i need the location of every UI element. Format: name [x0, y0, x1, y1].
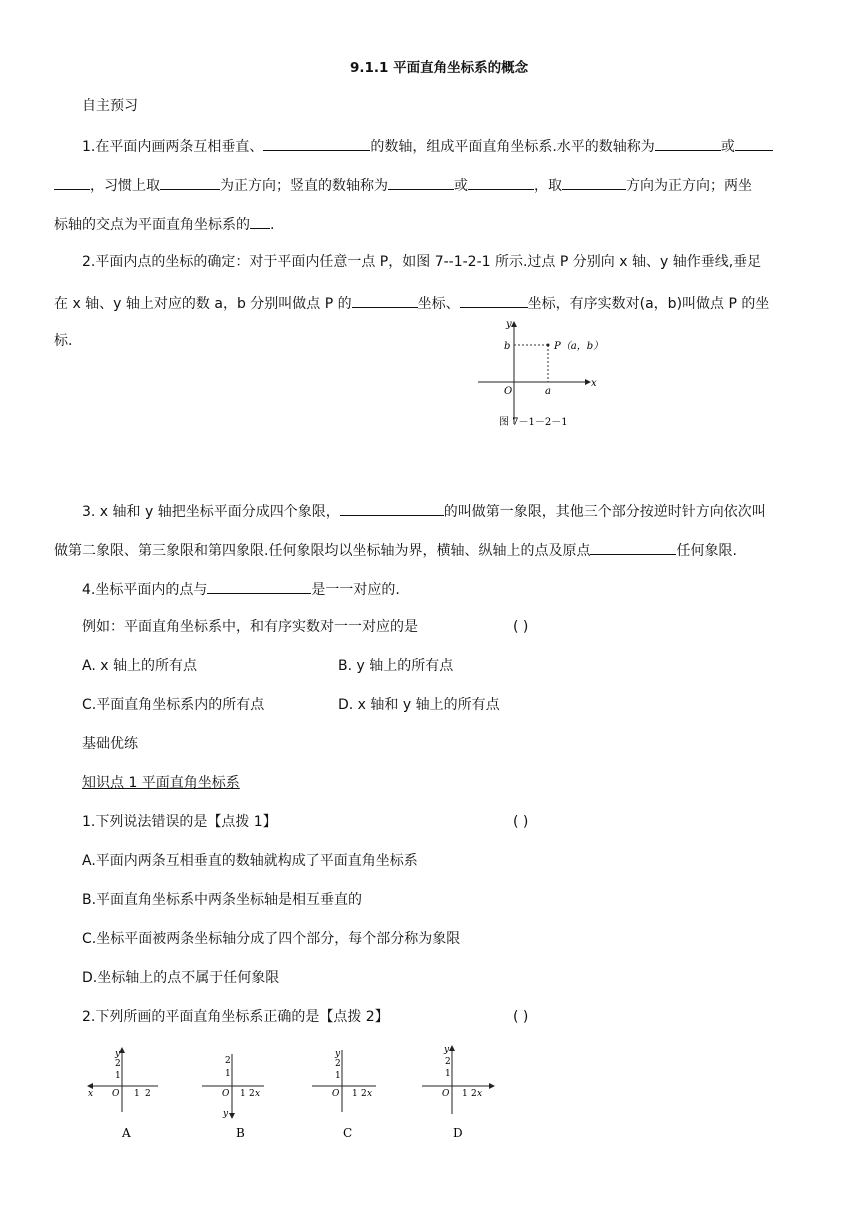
fig-b-letter: B	[236, 1126, 245, 1140]
q4-option-b[interactable]: B. y 轴上的所有点	[338, 658, 454, 674]
q2-blank-1[interactable]	[352, 292, 418, 308]
q1-text-3a: 标轴的交点为平面直角坐标系的	[54, 217, 250, 233]
fig-a-tick-x2: 2	[145, 1089, 151, 1099]
q1-text-1b: 的数轴，组成平面直角坐标系.水平的数轴称为	[370, 139, 655, 155]
q4-answer-paren[interactable]: ( )	[513, 619, 529, 635]
fig-c-tick-x2: 2	[361, 1089, 367, 1099]
q1-blank-5[interactable]	[160, 174, 220, 190]
fig-b-tick-x2: 2	[249, 1089, 255, 1099]
e2-stem: 2.下列所画的平面直角坐标系正确的是【点拨 2】	[82, 1009, 389, 1025]
fig-c-tick-x1: 1	[352, 1089, 358, 1099]
fig-a-x-label: x	[88, 1089, 94, 1099]
fig-c-origin: O	[332, 1089, 340, 1099]
q4-option-a[interactable]: A. x 轴上的所有点	[82, 658, 197, 674]
fig-c-x-label: x	[367, 1089, 373, 1099]
e1-option-c[interactable]: C.坐标平面被两条坐标轴分成了四个部分，每个部分称为象限	[82, 931, 461, 947]
e1-answer-paren[interactable]: ( )	[513, 814, 529, 830]
q1-line1	[82, 135, 773, 157]
fig-d-tick-x2: 2	[471, 1089, 477, 1099]
fig-a-tick-y2: 2	[115, 1059, 121, 1069]
e2-figures	[82, 1040, 502, 1152]
fig-d-x-label: x	[477, 1089, 483, 1099]
q1-blank-4[interactable]	[54, 174, 90, 190]
fig-c-tick-y1: 1	[335, 1071, 341, 1081]
fig-b-x-label: x	[255, 1089, 261, 1099]
q3-line1	[82, 500, 766, 522]
q4-option-d[interactable]: D. x 轴和 y 轴上的所有点	[338, 697, 500, 713]
q1-text-2a: ，习惯上取	[90, 178, 160, 194]
fig-c-letter: C	[343, 1126, 353, 1140]
q3-text-2a: 做第二象限、第三象限和第四象限.任何象限均以坐标轴为界，横轴、纵轴上的点及原点	[54, 543, 591, 559]
q2-text-2a: 在 x 轴、y 轴上对应的数 a，b 分别叫做点 P 的	[54, 296, 352, 312]
fig-c-tick-y2: 2	[335, 1059, 341, 1069]
q2-line3: 标.	[54, 333, 73, 349]
q3-text-1b: 的叫做第一象限，其他三个部分按逆时针方向依次叫	[443, 504, 766, 520]
fig-b-y-label: y	[223, 1109, 229, 1119]
q3-blank-1[interactable]	[340, 500, 444, 516]
q1-blank-2[interactable]	[655, 135, 721, 151]
q3-text-2b: 任何象限.	[676, 543, 737, 559]
coordinate-figure	[472, 314, 632, 432]
e1-option-a[interactable]: A.平面内两条互相垂直的数轴就构成了平面直角坐标系	[82, 853, 418, 869]
q1-blank-6[interactable]	[388, 174, 454, 190]
fig-a-label: a	[545, 386, 551, 397]
section-preview-heading: 自主预习	[82, 98, 138, 114]
q1-line2	[54, 174, 752, 196]
fig-b-tick-y1: 1	[225, 1069, 231, 1079]
fig-a-letter: A	[122, 1126, 131, 1140]
e1-option-d[interactable]: D.坐标轴上的点不属于任何象限	[82, 970, 280, 986]
fig-a-tick-x1: 1	[134, 1089, 140, 1099]
fig-a-origin: O	[112, 1089, 120, 1099]
fig-y-label: y	[506, 319, 512, 330]
fig-d-tick-y2: 2	[445, 1057, 451, 1067]
e2-figure-c[interactable]	[312, 1049, 376, 1140]
e2-answer-paren[interactable]: ( )	[513, 1009, 529, 1025]
e2-figure-b[interactable]	[202, 1054, 264, 1140]
fig-d-origin: O	[442, 1089, 450, 1099]
fig-d-letter: D	[453, 1126, 463, 1140]
fig-b-label: b	[504, 341, 511, 352]
q3-blank-2[interactable]	[590, 539, 676, 555]
fig-b-tick-x1: 1	[240, 1089, 246, 1099]
q1-text-3b: .	[270, 217, 275, 233]
q1-text-2e: 方向为正方向；两坐	[626, 178, 752, 194]
q2-text-2c: 坐标，有序实数对(a，b)叫做点 P 的坐	[527, 296, 770, 312]
q4-text-1b: 是一一对应的.	[311, 582, 400, 598]
q4-example: 例如：平面直角坐标系中，和有序实数对一一对应的是	[82, 619, 418, 635]
section-basic-heading: 基础优练	[82, 736, 138, 752]
page-title: 9.1.1 平面直角坐标系的概念	[350, 60, 529, 76]
e2-figure-d[interactable]	[422, 1045, 494, 1140]
q1-blank-9[interactable]	[250, 213, 270, 229]
fig-a-tick-y1: 1	[115, 1071, 121, 1081]
q1-text-1a: 1.在平面内画两条互相垂直、	[82, 139, 264, 155]
fig-origin-label: O	[504, 386, 513, 397]
q1-blank-3[interactable]	[735, 135, 773, 151]
fig-d-tick-y1: 1	[445, 1069, 451, 1079]
q1-text-2d: ，取	[534, 178, 562, 194]
q4-blank-1[interactable]	[207, 578, 311, 594]
q2-line1: 2.平面内点的坐标的确定：对于平面内任意一点 P，如图 7--1-2-1 所示.过点 P 分别向 x 轴、y 轴作垂线,垂足	[82, 254, 762, 270]
fig-caption: 图 7－1－2－1	[499, 417, 568, 428]
q1-blank-7[interactable]	[468, 174, 534, 190]
fig-p-label: P（a，b）	[554, 341, 604, 352]
q2-text-2b: 坐标、	[417, 296, 460, 312]
e1-stem: 1.下列说法错误的是【点拨 1】	[82, 814, 277, 830]
q3-text-1a: 3. x 轴和 y 轴把坐标平面分成四个象限，	[82, 504, 340, 520]
fig-b-origin: O	[222, 1089, 230, 1099]
q3-line2	[54, 539, 737, 561]
q4-option-c[interactable]: C.平面直角坐标系内的所有点	[82, 697, 265, 713]
q1-text-2b: 为正方向；竖直的数轴称为	[220, 178, 388, 194]
e1-option-b[interactable]: B.平面直角坐标系中两条坐标轴是相互垂直的	[82, 892, 363, 908]
fig-a-y-label: y	[115, 1049, 121, 1059]
fig-x-label: x	[591, 378, 597, 389]
e2-figure-a[interactable]	[88, 1048, 158, 1140]
point-p	[547, 344, 550, 347]
q1-blank-1[interactable]	[263, 135, 370, 151]
q1-blank-8[interactable]	[562, 174, 626, 190]
knowledge-point-heading: 知识点 1 平面直角坐标系	[82, 775, 240, 791]
q2-blank-2[interactable]	[460, 292, 528, 308]
q1-line3	[54, 213, 274, 235]
q4-text-1a: 4.坐标平面内的点与	[82, 582, 208, 598]
fig-d-y-label: y	[444, 1045, 450, 1055]
q1-text-2c: 或	[454, 178, 468, 194]
q4-line1	[82, 578, 400, 600]
q1-text-1c: 或	[720, 139, 735, 155]
fig-c-y-label: y	[335, 1049, 341, 1059]
fig-b-tick-y2: 2	[225, 1056, 231, 1066]
q2-line2	[54, 292, 769, 314]
fig-d-tick-x1: 1	[462, 1089, 468, 1099]
